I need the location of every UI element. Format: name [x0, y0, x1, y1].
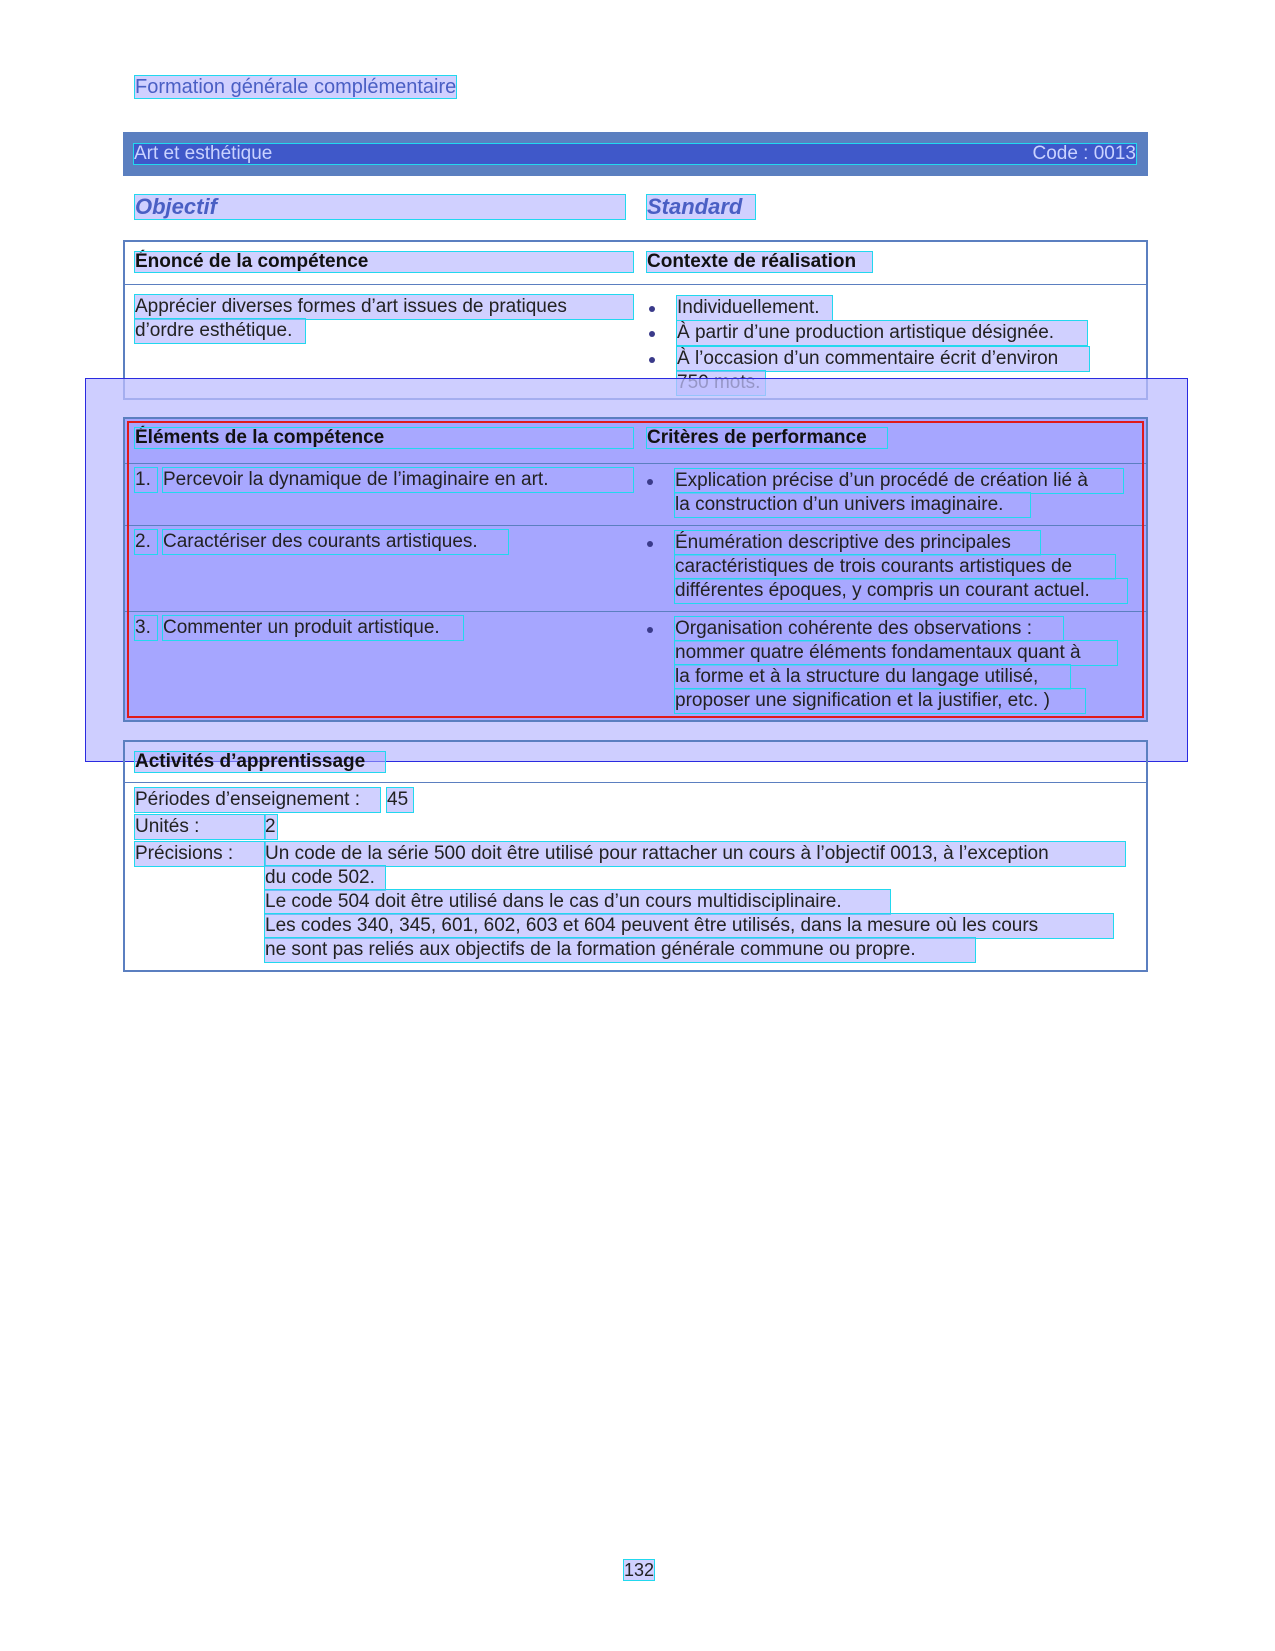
criteria-heading: Critères de performance	[647, 428, 887, 448]
precision-line: Un code de la série 500 doit être utilisé pour rattacher un cours à l’objectif 0013, à l’exception	[265, 842, 1125, 866]
page-number: 132	[624, 1560, 655, 1580]
element-text: Caractériser des courants artistiques.	[163, 530, 508, 554]
title-bar-inner	[134, 144, 1136, 164]
competence-statement-line: Apprécier diverses formes d’art issues de pratiques	[135, 295, 633, 319]
competence-statement-line: d’ordre esthétique.	[135, 319, 305, 343]
bullet-icon	[647, 627, 653, 633]
context-item: Individuellement.	[677, 296, 832, 320]
criterion-line: la construction d’un univers imaginaire.	[675, 493, 1030, 517]
bullet-icon	[649, 331, 655, 337]
standard-heading: Standard	[647, 195, 755, 219]
title-bar	[123, 132, 1148, 176]
units-value: 2	[265, 816, 276, 837]
criterion-line: Explication précise d’un procédé de création lié à	[675, 469, 1123, 493]
objectif-heading: Objectif	[135, 195, 625, 219]
units-label: Unités :	[135, 815, 265, 839]
element-number: 3.	[135, 616, 157, 640]
element-text: Percevoir la dynamique de l’imaginaire en art.	[163, 468, 633, 492]
periods-value: 45	[387, 788, 413, 812]
activities-heading: Activités d’apprentissage	[135, 752, 385, 772]
page-header: Formation générale complémentaire	[135, 76, 457, 98]
competence-box	[123, 240, 1148, 400]
bullet-icon	[649, 357, 655, 363]
criterion-line: nommer quatre éléments fondamentaux quant à	[675, 641, 1117, 665]
criterion-line: caractéristiques de trois courants artistiques de	[675, 555, 1115, 579]
criterion-line: proposer une signification et la justifier, etc. )	[675, 689, 1085, 713]
precision-line: du code 502.	[265, 866, 385, 890]
elements-heading: Éléments de la compétence	[135, 428, 633, 448]
bullet-icon	[649, 306, 655, 312]
activities-box	[123, 740, 1148, 972]
criterion-line: Énumération descriptive des principales	[675, 531, 1040, 555]
precision-line: Le code 504 doit être utilisé dans le cas d’un cours multidisciplinaire.	[265, 890, 890, 914]
bullet-icon	[647, 479, 653, 485]
periods-label: Périodes d’enseignement :	[135, 788, 380, 812]
precision-line: ne sont pas reliés aux objectifs de la formation générale commune ou propre.	[265, 938, 975, 962]
course-title: Art et esthétique	[134, 143, 273, 164]
context-heading: Contexte de réalisation	[647, 252, 872, 272]
precisions-label: Précisions :	[135, 842, 265, 866]
element-text: Commenter un produit artistique.	[163, 616, 463, 640]
criterion-line: différentes époques, y compris un courant actuel.	[675, 579, 1127, 603]
context-item: À l’occasion d’un commentaire écrit d’environ	[677, 347, 1089, 371]
bullet-icon	[647, 541, 653, 547]
precision-line: Les codes 340, 345, 601, 602, 603 et 604 peuvent être utilisés, dans la mesure où les cours	[265, 914, 1113, 938]
context-item: À partir d’une production artistique désignée.	[677, 321, 1087, 345]
element-number: 1.	[135, 468, 157, 492]
competence-statement-heading: Énoncé de la compétence	[135, 252, 633, 272]
criterion-line: la forme et à la structure du langage utilisé,	[675, 665, 1070, 689]
course-code: Code : 0013	[1032, 143, 1136, 164]
criterion-line: Organisation cohérente des observations :	[675, 617, 1063, 641]
element-number: 2.	[135, 530, 157, 554]
